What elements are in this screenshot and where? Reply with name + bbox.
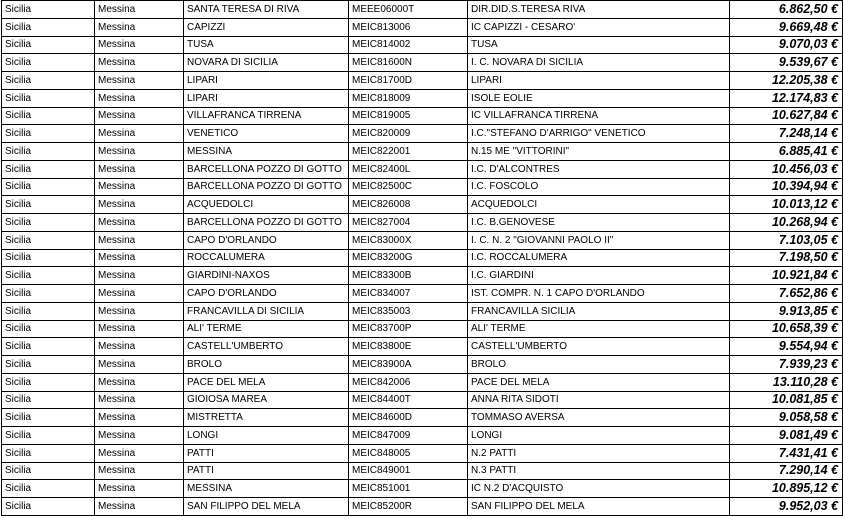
school-name-cell: N.15 ME "VITTORINI" <box>468 143 730 161</box>
region-cell: Sicilia <box>2 214 95 232</box>
municipality-cell: CAPO D'ORLANDO <box>184 231 349 249</box>
province-cell: Messina <box>95 391 184 409</box>
school-code-cell: MEIC835003 <box>349 302 468 320</box>
school-code-cell: MEIC83800E <box>349 338 468 356</box>
amount-cell: 9.070,03 € <box>730 36 843 54</box>
school-name-cell: I.C. ROCCALUMERA <box>468 249 730 267</box>
municipality-cell: LIPARI <box>184 72 349 90</box>
school-name-cell: SAN FILIPPO DEL MELA <box>468 498 730 516</box>
province-cell: Messina <box>95 18 184 36</box>
province-cell: Messina <box>95 196 184 214</box>
school-name-cell: I.C. B.GENOVESE <box>468 214 730 232</box>
amount-cell: 10.627,84 € <box>730 107 843 125</box>
region-cell: Sicilia <box>2 498 95 516</box>
school-code-cell: MEIC847009 <box>349 427 468 445</box>
school-code-cell: MEIC81700D <box>349 72 468 90</box>
table-row <box>2 72 843 90</box>
municipality-cell: MISTRETTA <box>184 409 349 427</box>
region-cell: Sicilia <box>2 391 95 409</box>
school-code-cell: MEIC820009 <box>349 125 468 143</box>
region-cell: Sicilia <box>2 107 95 125</box>
municipality-cell: ROCCALUMERA <box>184 249 349 267</box>
school-name-cell: I. C. N. 2 "GIOVANNI PAOLO II" <box>468 231 730 249</box>
school-code-cell: MEIC813006 <box>349 18 468 36</box>
province-cell: Messina <box>95 89 184 107</box>
school-name-cell: LIPARI <box>468 72 730 90</box>
school-code-cell: MEIC818009 <box>349 89 468 107</box>
region-cell: Sicilia <box>2 373 95 391</box>
amount-cell: 12.205,38 € <box>730 72 843 90</box>
municipality-cell: TUSA <box>184 36 349 54</box>
table-row <box>2 480 843 498</box>
table-row <box>2 338 843 356</box>
school-name-cell: TOMMASO AVERSA <box>468 409 730 427</box>
school-name-cell: N.2 PATTI <box>468 444 730 462</box>
school-name-cell: I.C. D'ALCONTRES <box>468 160 730 178</box>
schools-funding-table <box>1 0 843 516</box>
table-row <box>2 391 843 409</box>
amount-cell: 13.110,28 € <box>730 373 843 391</box>
school-code-cell: MEIC83200G <box>349 249 468 267</box>
region-cell: Sicilia <box>2 462 95 480</box>
region-cell: Sicilia <box>2 302 95 320</box>
municipality-cell: ACQUEDOLCI <box>184 196 349 214</box>
table-row <box>2 1 843 19</box>
table-row <box>2 54 843 72</box>
region-cell: Sicilia <box>2 444 95 462</box>
school-name-cell: N.3 PATTI <box>468 462 730 480</box>
amount-cell: 9.058,58 € <box>730 409 843 427</box>
province-cell: Messina <box>95 143 184 161</box>
school-code-cell: MEIC83000X <box>349 231 468 249</box>
table-row <box>2 427 843 445</box>
municipality-cell: PATTI <box>184 444 349 462</box>
region-cell: Sicilia <box>2 356 95 374</box>
province-cell: Messina <box>95 338 184 356</box>
table-row <box>2 320 843 338</box>
province-cell: Messina <box>95 409 184 427</box>
province-cell: Messina <box>95 498 184 516</box>
municipality-cell: BROLO <box>184 356 349 374</box>
region-cell: Sicilia <box>2 160 95 178</box>
amount-cell: 12.174,83 € <box>730 89 843 107</box>
school-name-cell: ANNA RITA SIDOTI <box>468 391 730 409</box>
table-row <box>2 214 843 232</box>
amount-cell: 7.939,23 € <box>730 356 843 374</box>
municipality-cell: NOVARA DI SICILIA <box>184 54 349 72</box>
municipality-cell: ALI' TERME <box>184 320 349 338</box>
amount-cell: 10.895,12 € <box>730 480 843 498</box>
province-cell: Messina <box>95 160 184 178</box>
province-cell: Messina <box>95 285 184 303</box>
table-row <box>2 231 843 249</box>
table-row <box>2 107 843 125</box>
municipality-cell: BARCELLONA POZZO DI GOTTO <box>184 178 349 196</box>
school-name-cell: FRANCAVILLA SICILIA <box>468 302 730 320</box>
amount-cell: 7.431,41 € <box>730 444 843 462</box>
municipality-cell: PATTI <box>184 462 349 480</box>
school-code-cell: MEIC849001 <box>349 462 468 480</box>
province-cell: Messina <box>95 427 184 445</box>
municipality-cell: VENETICO <box>184 125 349 143</box>
municipality-cell: BARCELLONA POZZO DI GOTTO <box>184 160 349 178</box>
amount-cell: 6.862,50 € <box>730 1 843 19</box>
amount-cell: 7.290,14 € <box>730 462 843 480</box>
table-row <box>2 36 843 54</box>
table-row <box>2 285 843 303</box>
amount-cell: 9.539,67 € <box>730 54 843 72</box>
amount-cell: 9.669,48 € <box>730 18 843 36</box>
amount-cell: 9.554,94 € <box>730 338 843 356</box>
municipality-cell: LONGI <box>184 427 349 445</box>
amount-cell: 9.913,85 € <box>730 302 843 320</box>
school-name-cell: I.C."STEFANO D'ARRIGO" VENETICO <box>468 125 730 143</box>
province-cell: Messina <box>95 356 184 374</box>
school-name-cell: I. C. NOVARA DI SICILIA <box>468 54 730 72</box>
school-name-cell: I.C. FOSCOLO <box>468 178 730 196</box>
region-cell: Sicilia <box>2 125 95 143</box>
table-row <box>2 143 843 161</box>
province-cell: Messina <box>95 1 184 19</box>
municipality-cell: LIPARI <box>184 89 349 107</box>
amount-cell: 10.921,84 € <box>730 267 843 285</box>
amount-cell: 7.198,50 € <box>730 249 843 267</box>
table-row <box>2 249 843 267</box>
table-row <box>2 302 843 320</box>
school-code-cell: MEIC814002 <box>349 36 468 54</box>
region-cell: Sicilia <box>2 480 95 498</box>
table-row <box>2 125 843 143</box>
region-cell: Sicilia <box>2 267 95 285</box>
province-cell: Messina <box>95 267 184 285</box>
school-code-cell: MEIC84600D <box>349 409 468 427</box>
school-name-cell: IC N.2 D'ACQUISTO <box>468 480 730 498</box>
region-cell: Sicilia <box>2 338 95 356</box>
amount-cell: 7.248,14 € <box>730 125 843 143</box>
school-code-cell: MEIC82500C <box>349 178 468 196</box>
province-cell: Messina <box>95 373 184 391</box>
school-name-cell: IC VILLAFRANCA TIRRENA <box>468 107 730 125</box>
municipality-cell: CAPO D'ORLANDO <box>184 285 349 303</box>
municipality-cell: CAPIZZI <box>184 18 349 36</box>
amount-cell: 10.268,94 € <box>730 214 843 232</box>
region-cell: Sicilia <box>2 54 95 72</box>
province-cell: Messina <box>95 178 184 196</box>
amount-cell: 9.081,49 € <box>730 427 843 445</box>
school-code-cell: MEIC851001 <box>349 480 468 498</box>
municipality-cell: FRANCAVILLA DI SICILIA <box>184 302 349 320</box>
region-cell: Sicilia <box>2 427 95 445</box>
municipality-cell: CASTELL'UMBERTO <box>184 338 349 356</box>
municipality-cell: PACE DEL MELA <box>184 373 349 391</box>
table-row <box>2 498 843 516</box>
region-cell: Sicilia <box>2 18 95 36</box>
municipality-cell: VILLAFRANCA TIRRENA <box>184 107 349 125</box>
region-cell: Sicilia <box>2 1 95 19</box>
school-code-cell: MEIC834007 <box>349 285 468 303</box>
school-code-cell: MEIC848005 <box>349 444 468 462</box>
province-cell: Messina <box>95 107 184 125</box>
school-name-cell: LONGI <box>468 427 730 445</box>
province-cell: Messina <box>95 72 184 90</box>
school-name-cell: BROLO <box>468 356 730 374</box>
amount-cell: 7.103,05 € <box>730 231 843 249</box>
region-cell: Sicilia <box>2 196 95 214</box>
province-cell: Messina <box>95 320 184 338</box>
table-row <box>2 196 843 214</box>
province-cell: Messina <box>95 36 184 54</box>
province-cell: Messina <box>95 480 184 498</box>
province-cell: Messina <box>95 54 184 72</box>
school-name-cell: DIR.DID.S.TERESA RIVA <box>468 1 730 19</box>
province-cell: Messina <box>95 231 184 249</box>
municipality-cell: GIOIOSA MAREA <box>184 391 349 409</box>
province-cell: Messina <box>95 462 184 480</box>
table-body <box>2 1 843 516</box>
province-cell: Messina <box>95 249 184 267</box>
province-cell: Messina <box>95 125 184 143</box>
region-cell: Sicilia <box>2 89 95 107</box>
school-code-cell: MEIC842006 <box>349 373 468 391</box>
school-code-cell: MEIC85200R <box>349 498 468 516</box>
region-cell: Sicilia <box>2 143 95 161</box>
school-name-cell: I.C. GIARDINI <box>468 267 730 285</box>
amount-cell: 10.456,03 € <box>730 160 843 178</box>
school-name-cell: ISOLE EOLIE <box>468 89 730 107</box>
school-code-cell: MEEE06000T <box>349 1 468 19</box>
province-cell: Messina <box>95 444 184 462</box>
table-row <box>2 373 843 391</box>
school-code-cell: MEIC84400T <box>349 391 468 409</box>
table-row <box>2 444 843 462</box>
table-row <box>2 409 843 427</box>
table-row <box>2 267 843 285</box>
table-row <box>2 178 843 196</box>
school-code-cell: MEIC83700P <box>349 320 468 338</box>
province-cell: Messina <box>95 302 184 320</box>
province-cell: Messina <box>95 214 184 232</box>
school-name-cell: CASTELL'UMBERTO <box>468 338 730 356</box>
school-name-cell: ACQUEDOLCI <box>468 196 730 214</box>
amount-cell: 9.952,03 € <box>730 498 843 516</box>
school-code-cell: MEIC81600N <box>349 54 468 72</box>
municipality-cell: SAN FILIPPO DEL MELA <box>184 498 349 516</box>
municipality-cell: MESSINA <box>184 480 349 498</box>
school-code-cell: MEIC819005 <box>349 107 468 125</box>
school-name-cell: ALI' TERME <box>468 320 730 338</box>
amount-cell: 10.081,85 € <box>730 391 843 409</box>
municipality-cell: SANTA TERESA DI RIVA <box>184 1 349 19</box>
school-code-cell: MEIC82400L <box>349 160 468 178</box>
table-row <box>2 18 843 36</box>
school-name-cell: TUSA <box>468 36 730 54</box>
region-cell: Sicilia <box>2 285 95 303</box>
amount-cell: 10.394,94 € <box>730 178 843 196</box>
school-name-cell: IST. COMPR. N. 1 CAPO D'ORLANDO <box>468 285 730 303</box>
school-code-cell: MEIC826008 <box>349 196 468 214</box>
municipality-cell: GIARDINI-NAXOS <box>184 267 349 285</box>
municipality-cell: MESSINA <box>184 143 349 161</box>
amount-cell: 10.658,39 € <box>730 320 843 338</box>
table-row <box>2 356 843 374</box>
region-cell: Sicilia <box>2 320 95 338</box>
amount-cell: 10.013,12 € <box>730 196 843 214</box>
table-row <box>2 462 843 480</box>
region-cell: Sicilia <box>2 178 95 196</box>
table-row <box>2 89 843 107</box>
table-row <box>2 160 843 178</box>
school-code-cell: MEIC827004 <box>349 214 468 232</box>
school-name-cell: IC CAPIZZI - CESARO' <box>468 18 730 36</box>
region-cell: Sicilia <box>2 36 95 54</box>
region-cell: Sicilia <box>2 409 95 427</box>
school-code-cell: MEIC822001 <box>349 143 468 161</box>
school-code-cell: MEIC83300B <box>349 267 468 285</box>
region-cell: Sicilia <box>2 72 95 90</box>
amount-cell: 6.885,41 € <box>730 143 843 161</box>
school-code-cell: MEIC83900A <box>349 356 468 374</box>
amount-cell: 7.652,86 € <box>730 285 843 303</box>
school-name-cell: PACE DEL MELA <box>468 373 730 391</box>
region-cell: Sicilia <box>2 231 95 249</box>
region-cell: Sicilia <box>2 249 95 267</box>
municipality-cell: BARCELLONA POZZO DI GOTTO <box>184 214 349 232</box>
